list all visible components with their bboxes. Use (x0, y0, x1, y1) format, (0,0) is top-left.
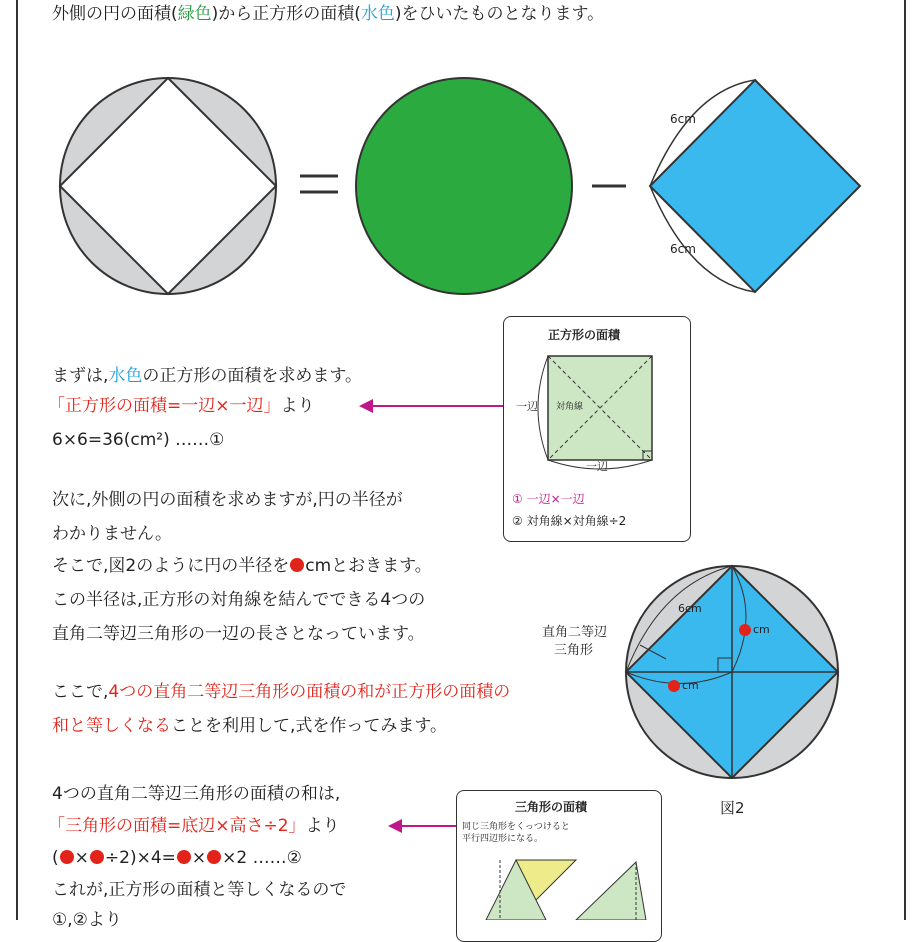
step3-line1: ここで,4つの直角二等辺三角形の面積の和が正方形の面積の (52, 682, 511, 702)
step4-line2: 「三角形の面積=底辺×高さ÷2」より (48, 816, 340, 836)
intro-text: 外側の円の面積(緑色)から正方形の面積(水色)をひいたものとなります。 (52, 4, 605, 24)
step2-line4: この半径は,正方形の対角線を結んでできる4つの (52, 590, 426, 610)
square-box-side-bottom: 一辺 (586, 460, 608, 473)
tri-box-figure (456, 848, 660, 920)
step1-line2: 「正方形の面積=一辺×一辺」より (48, 396, 315, 416)
tri-box-note2: 平行四辺形になる。 (462, 834, 544, 844)
tri-box-title: 三角形の面積 (515, 800, 588, 814)
step3-line2: 和と等しくなることを利用して,式を作ってみます。 (52, 716, 448, 736)
tri-box-note1: 同じ三角形をくっつけると (462, 822, 570, 832)
fig2-label-6cm: 6cm (678, 602, 702, 615)
step1-line3: 6×6=36(cm²) ……① (52, 430, 225, 450)
step4-line1: 4つの直角二等辺三角形の面積の和は, (52, 784, 341, 804)
square-box-title: 正方形の面積 (548, 328, 621, 342)
step2-line5: 直角二等辺三角形の一辺の長さとなっています。 (52, 624, 425, 644)
fig2-label-cm-2: cm (682, 679, 699, 692)
step4-line4: これが,正方形の面積と等しくなるので (52, 880, 347, 900)
step2-line1: 次に,外側の円の面積を求めますが,円の半径が (52, 490, 403, 510)
figure-2 (600, 555, 870, 795)
fig2-caption: 図2 (720, 799, 745, 817)
step4-line5: ①,②より (52, 910, 122, 930)
arrow-square (355, 396, 505, 416)
square-box-formula2: ② 対角線×対角線÷2 (512, 514, 627, 528)
fig2-triangle-label-2: 三角形 (554, 643, 594, 658)
step1-line1: まずは,水色の正方形の面積を求めます。 (52, 366, 363, 386)
label-6cm-bottom: 6cm (670, 242, 696, 256)
red-dot (290, 558, 304, 572)
green-word: 緑色 (177, 4, 212, 24)
square-box-figure (503, 316, 689, 476)
square-box-formula1: ① 一辺×一辺 (512, 492, 585, 506)
cyan-word: 水色 (360, 4, 395, 24)
label-6cm-top: 6cm (670, 112, 696, 126)
fig2-label-cm-1: cm (753, 623, 770, 636)
square-box-diag: 対角線 (556, 402, 584, 412)
step4-line3: ( × ÷2)×4= × ×2 ……② (52, 848, 302, 868)
arrow-triangle (384, 816, 464, 836)
equation-diagram (0, 60, 920, 310)
fig2-triangle-label-1: 直角二等辺 (542, 625, 608, 640)
square-box-side-left: 一辺 (516, 400, 538, 413)
green-circle (356, 78, 572, 294)
step2-line2: わかりません。 (52, 524, 173, 544)
step2-line3: そこで,図2のように円の半径を cmとおきます。 (52, 556, 432, 576)
